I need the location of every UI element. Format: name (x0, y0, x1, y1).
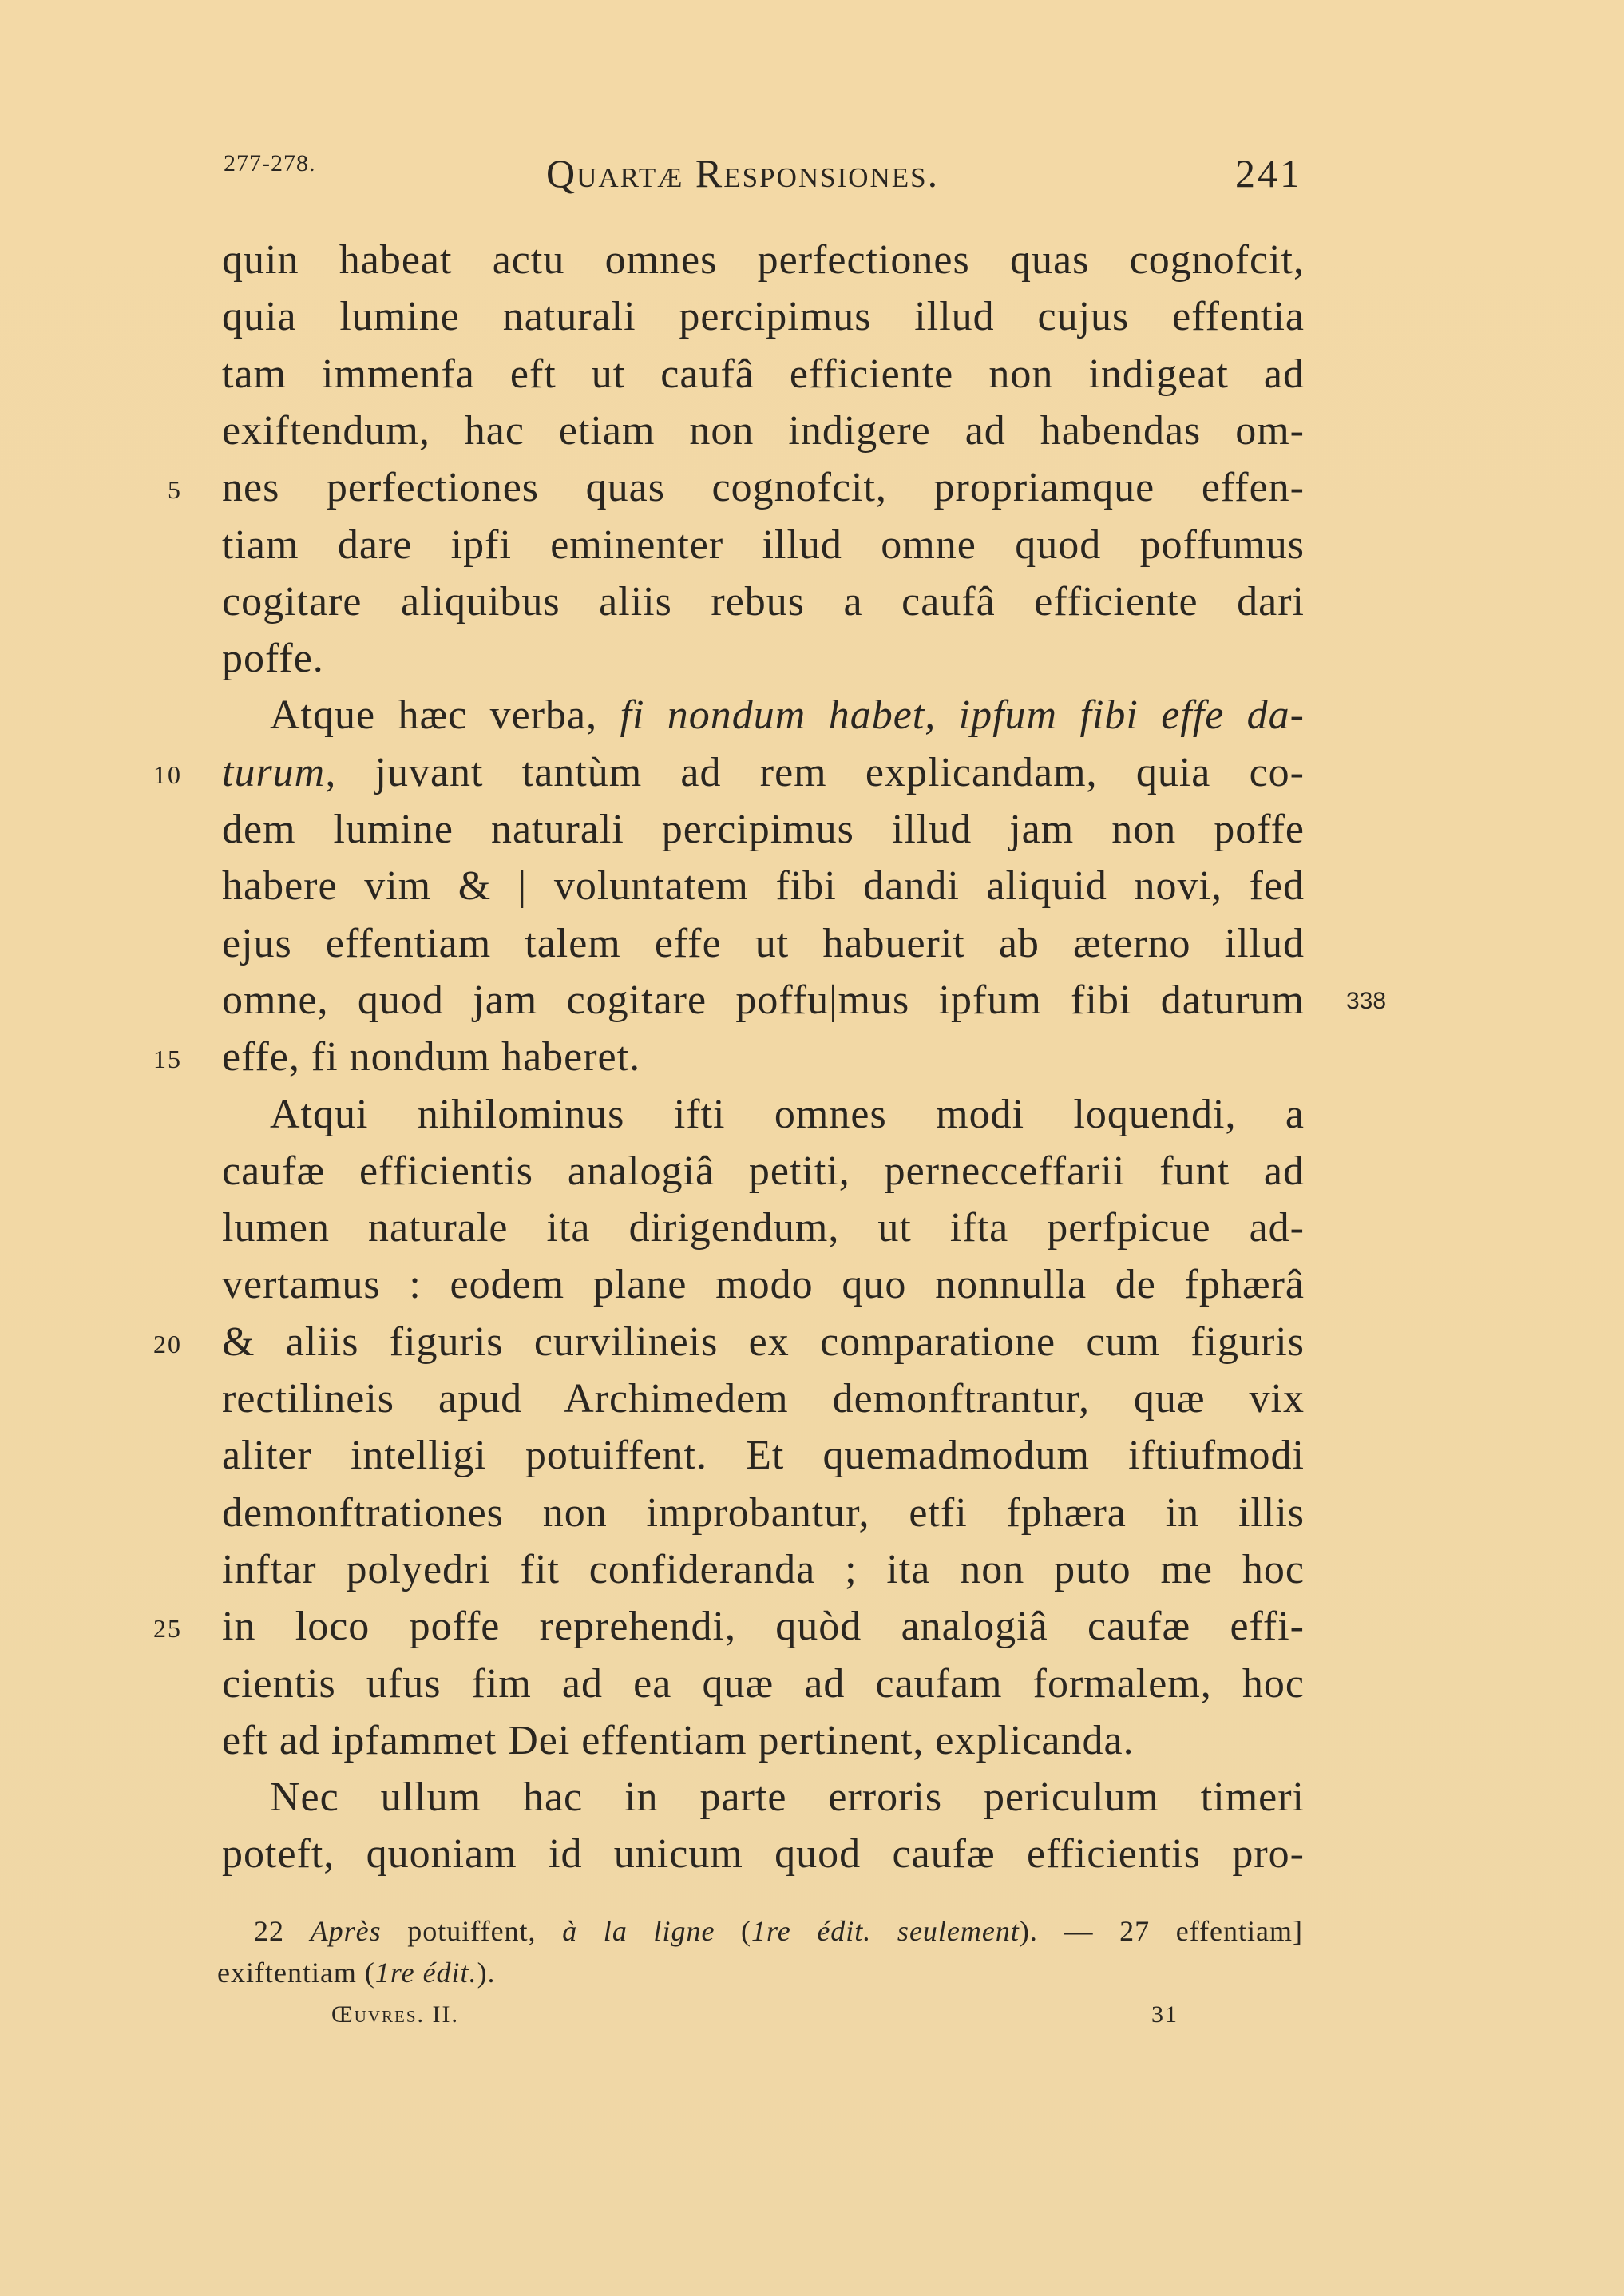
line-number: 25 (153, 1614, 182, 1643)
footer-volume: Œuvres. II. (331, 2001, 459, 2028)
footnote-ital-apres: Après (310, 1915, 382, 1947)
text-line (222, 402, 1305, 460)
text-line (222, 801, 1305, 859)
footnote-text: ( (715, 1915, 752, 1947)
footnote-line-1 (254, 1912, 1303, 1950)
text-line (222, 1029, 1305, 1086)
footnote-ital: 1re édit. (374, 1957, 477, 1989)
text-line (222, 573, 1305, 631)
text-line (222, 915, 1305, 973)
text-line (222, 858, 1305, 915)
text-line (222, 517, 1305, 574)
text-segment: Atque hæc verba, (270, 692, 620, 738)
text-line (222, 1200, 1305, 1257)
footnote-text: ). — 27 effentiam] (1019, 1915, 1304, 1947)
text-line (222, 1143, 1305, 1200)
text-segment: poteft, quoniam id unicum quod caufæ efficientis pro- (222, 1831, 1305, 1877)
text-segment: effe, fi nondum haberet. (222, 1034, 641, 1080)
text-segment: lumen naturale ita dirigendum, ut ifta perfpicue ad- (222, 1205, 1305, 1251)
text-segment: & aliis figuris curvilineis ex comparatione cum figuris (222, 1319, 1305, 1365)
text-line (222, 744, 1305, 802)
text-line (222, 1314, 1305, 1371)
text-line (222, 972, 1305, 1029)
footnote-num: 22 (254, 1915, 284, 1947)
text-segment: quin habeat actu omnes perfectiones quas cognofcit, (222, 237, 1305, 283)
text-segment: ejus effentiam talem effe ut habuerit ab æterno illud (222, 921, 1305, 966)
text-segment: tiam dare ipfi eminenter illud omne quod poffumus (222, 522, 1305, 568)
text-line (222, 1256, 1305, 1314)
text-segment: eft ad ipfammet Dei effentiam pertinent, explicanda. (222, 1718, 1135, 1763)
text-line (222, 346, 1305, 403)
text-line (222, 1656, 1305, 1713)
text-segment: aliter intelligi potuiffent. Et quemadmodum iftiufmodi (222, 1433, 1305, 1478)
text-segment: Nec ullum hac in parte erroris periculum timeri (270, 1775, 1305, 1820)
text-segment: dem lumine naturali percipimus illud jam non poffe (222, 807, 1305, 852)
text-segment: omne, quod jam cogitare poffu|mus ipfum fibi daturum (222, 977, 1305, 1023)
text-segment: in loco poffe reprehendi, quòd analogiâ caufæ effi- (222, 1604, 1305, 1649)
running-title: Quartæ Responsiones. (546, 151, 940, 196)
text-line (222, 1370, 1305, 1428)
text-segment: vertamus : eodem plane modo quo nonnulla de fphærâ (222, 1262, 1305, 1307)
footnote-text: exiftentiam ( (217, 1957, 375, 1989)
line-number: 20 (153, 1330, 182, 1358)
text-line (222, 1598, 1305, 1656)
text-line (222, 1427, 1305, 1485)
text-segment: poffe. (222, 636, 324, 681)
page-range: 277-278. (224, 150, 316, 176)
text-segment: inftar polyedri fit confideranda ; ita non puto me hoc (222, 1547, 1305, 1592)
text-line (222, 232, 1305, 289)
footnote-ital: 1re édit. seulement (751, 1915, 1020, 1947)
footnote-text: potuiffent, (381, 1915, 563, 1947)
text-segment: habere vim & | voluntatem fibi dandi aliquid novi, fed (222, 863, 1305, 909)
text-line (222, 630, 1305, 688)
text-line (222, 1712, 1305, 1770)
text-line (222, 1485, 1305, 1542)
text-line (270, 687, 1305, 744)
line-number: 15 (153, 1045, 182, 1073)
text-segment: cogitare aliquibus aliis rebus a caufâ efficiente dari (222, 579, 1305, 625)
text-line (222, 459, 1305, 517)
text-line (270, 1769, 1305, 1826)
text-segment: caufæ efficientis analogiâ petiti, pernecceffarii funt ad (222, 1148, 1305, 1194)
text-segment: quia lumine naturali percipimus illud cujus effentia (222, 294, 1305, 339)
text-line (222, 1541, 1305, 1599)
footnote-line-2 (217, 1953, 1303, 1992)
footer-signature: 31 (1151, 2001, 1178, 2028)
text-segment: rectilineis apud Archimedem demonftrantur, quæ vix (222, 1376, 1305, 1422)
text-segment: demonftrationes non improbantur, etfi fphæra in illis (222, 1490, 1305, 1536)
text-segment: exiftendum, hac etiam non indigere ad habendas om- (222, 408, 1305, 454)
footnote-ital: à la ligne (562, 1915, 715, 1947)
margin-page-reference: 338 (1346, 988, 1387, 1014)
text-segment: cientis ufus fim ad ea quæ ad caufam formalem, hoc (222, 1661, 1305, 1707)
page-number: 241 (1235, 151, 1302, 196)
text-line (270, 1086, 1305, 1144)
line-number: 10 (153, 760, 182, 789)
italic-segment: fi nondum habet, ipfum fibi effe da- (620, 692, 1305, 738)
text-line (222, 1826, 1305, 1883)
text-segment: tam immenfa eft ut caufâ efficiente non indigeat ad (222, 351, 1305, 397)
italic-segment: turum, (222, 750, 337, 795)
text-line (222, 288, 1305, 346)
text-segment: juvant tantùm ad rem explicandam, quia co- (336, 750, 1305, 795)
text-segment: nes perfectiones quas cognofcit, propriamque effen- (222, 465, 1305, 510)
line-number: 5 (168, 475, 182, 504)
text-segment: Atqui nihilominus ifti omnes modi loquendi, a (270, 1092, 1305, 1137)
footnote-text: ). (477, 1957, 496, 1989)
